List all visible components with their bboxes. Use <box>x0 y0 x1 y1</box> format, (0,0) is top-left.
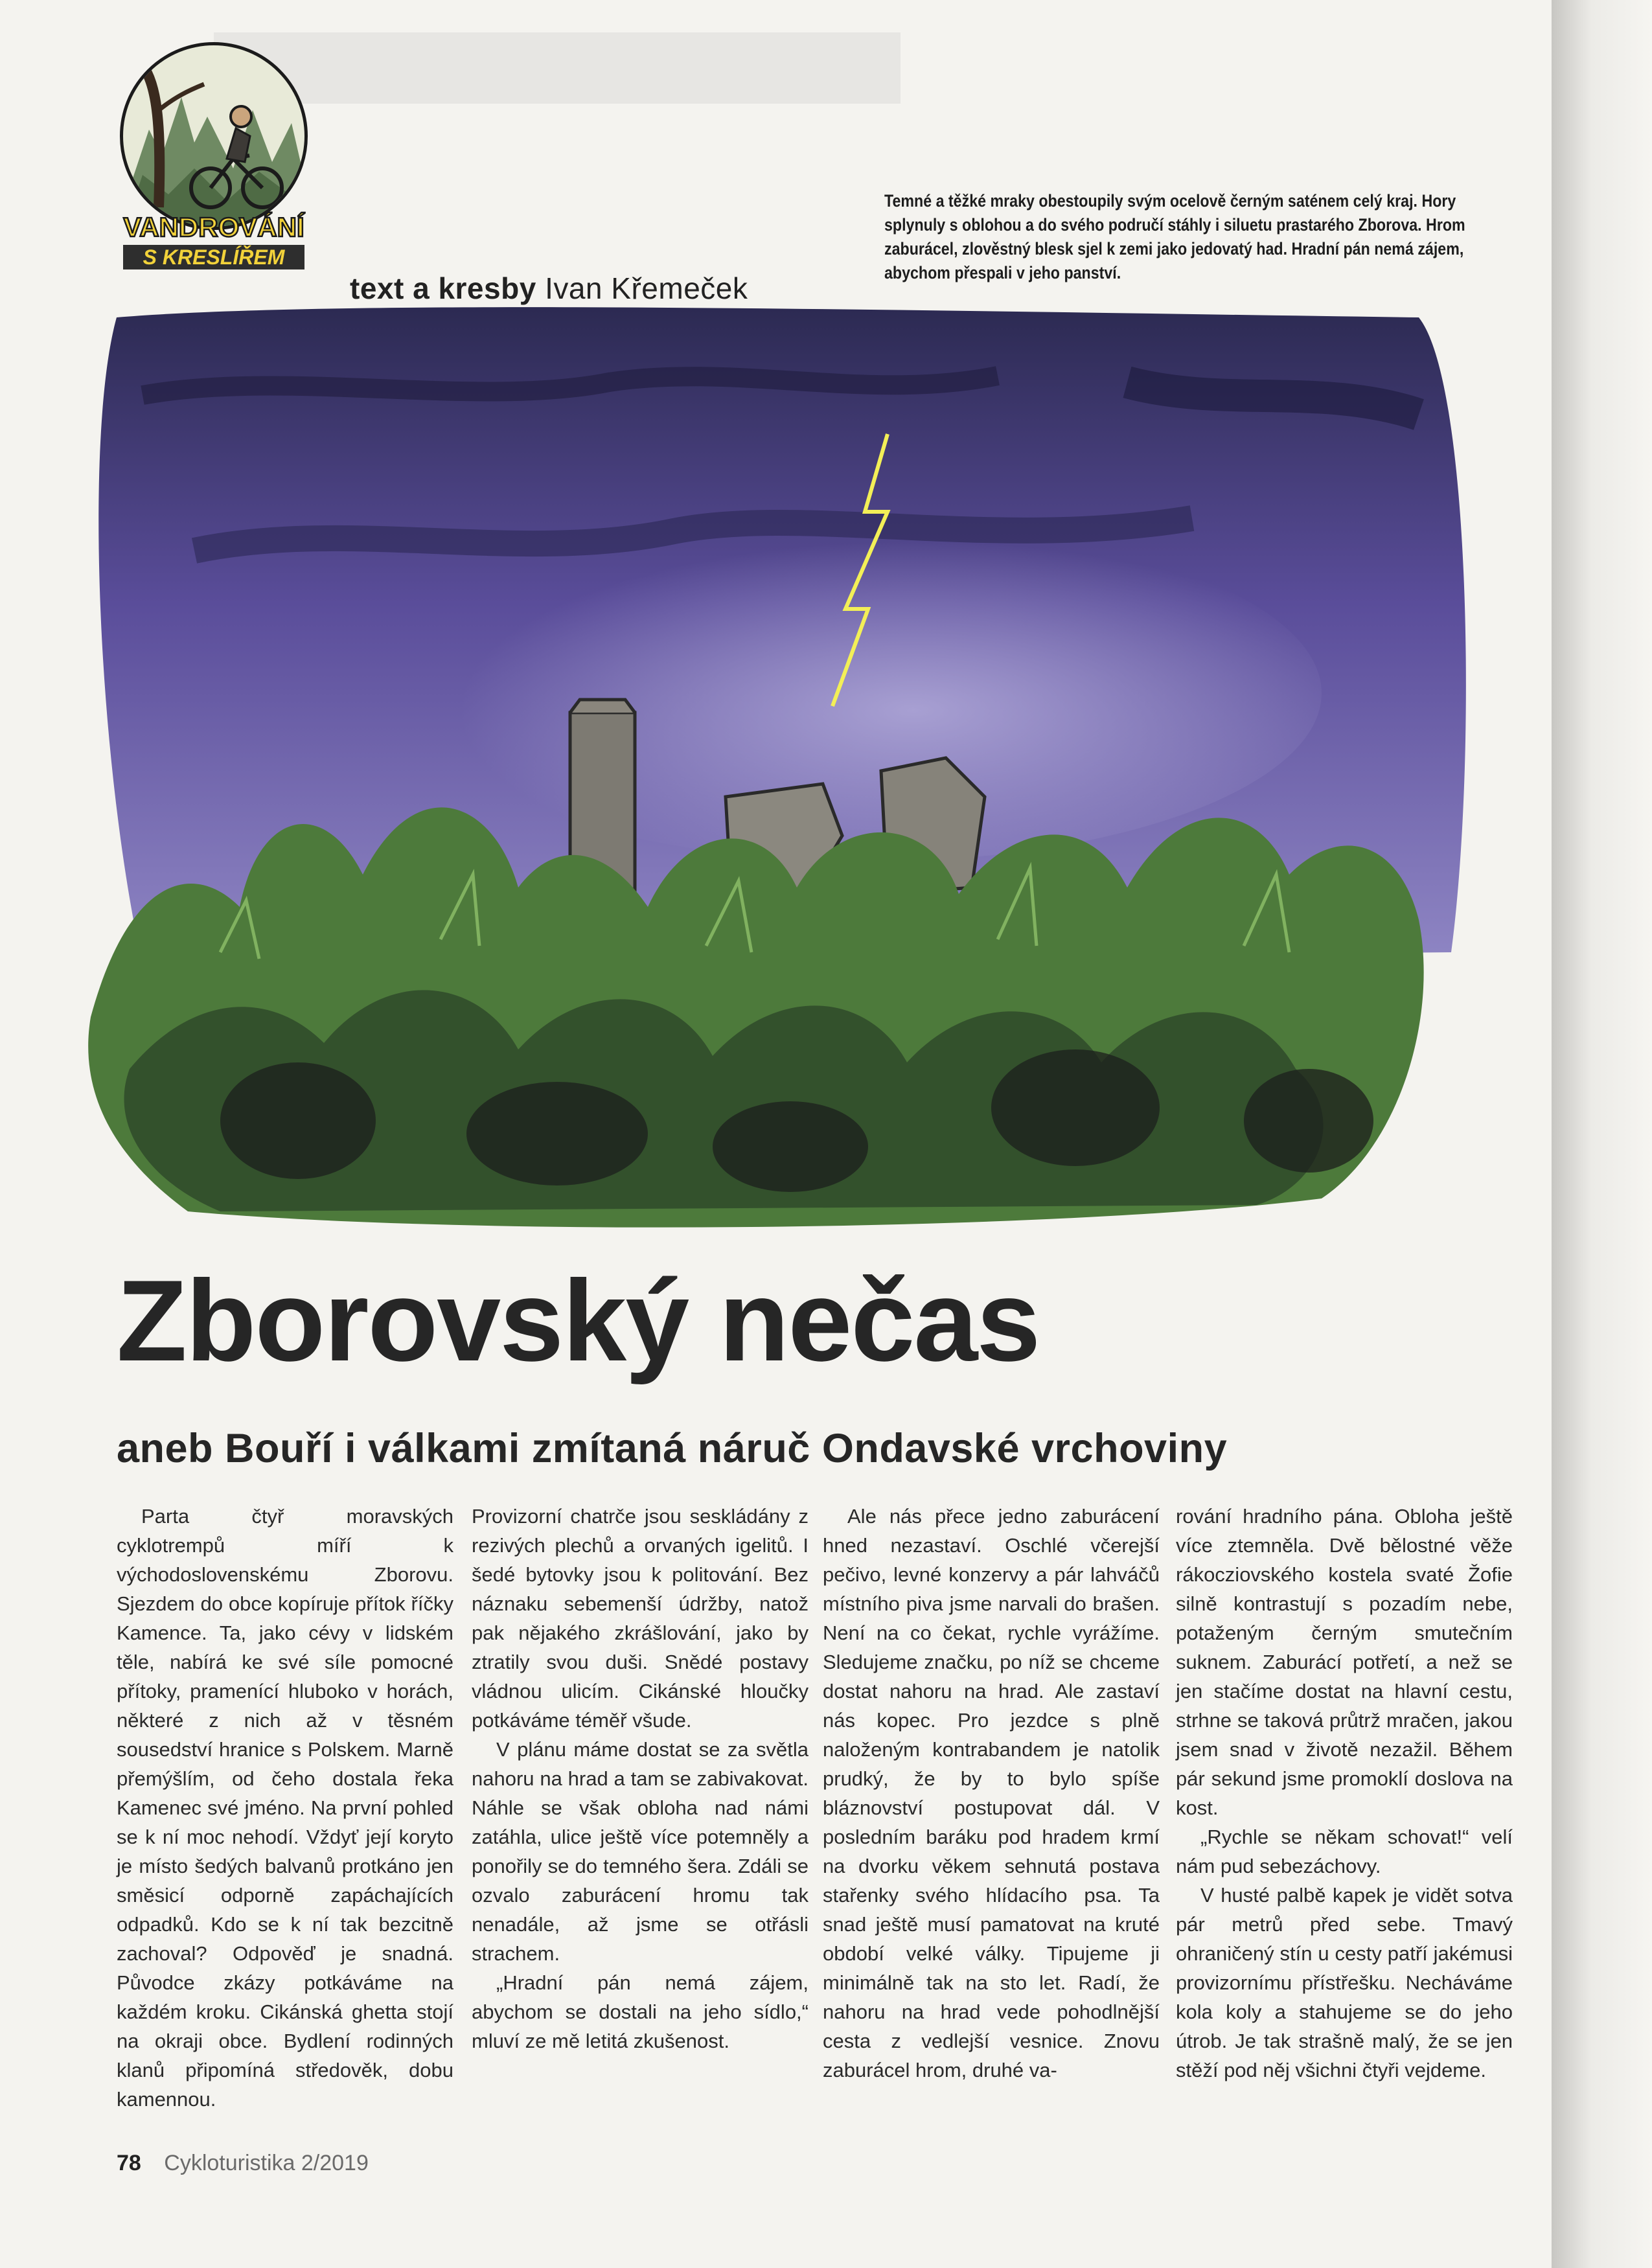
text-column-3 <box>823 1502 1160 2085</box>
paragraph: Ale nás přece jedno zaburácení hned nezastaví. Oschlé včerejší pečivo, levné konzervy a pár lahváčů místního piva jsme narvali do brašen. Není na co čekat, rychle vyrážíme. Sledujeme značku, po níž se chceme dostat nahoru na hrad. Ale zastaví nás kopec. Pro jezdce s plně naloženým kontrabandem je natolik prudký, že by to bylo spíše bláznovství postupovat dál. V posledním baráku pod hradem krmí na dvorku věkem sehnutá postava stařenky svého hlídacího psa. Ta snad ještě musí pamatovat na kruté období velké války. Tipujeme ji minimálně tak na sto let. Radí, že nahoru na hrad vede pohodlnější cesta z vedlejší vesnice. Znovu zaburácel hrom, druhé va- <box>823 1505 1160 2081</box>
article-subtitle: aneb Bouří i válkami zmítaná náruč Ondavské vrchoviny <box>117 1426 1228 1471</box>
page-footer <box>117 2151 369 2176</box>
badge-subtitle: S KRESLÍŘEM <box>143 246 285 269</box>
badge-title: VANDROVÁNÍ <box>123 212 304 242</box>
page-gutter <box>1552 0 1652 2268</box>
paragraph: rování hradního pána. Obloha ještě více ztemněla. Dvě bělostné věže rákocziovského kostela svaté Žofie silně kontrastují s pozadím nebe, potaženým černým smutečním suknem. Zaburácí potřetí, a než se jen stačíme dostat na hlavní cestu, strhne se taková průtrž mračen, jakou jsem snad v životě nezažil. Během pár sekund jsme promoklí doslova na kost. <box>1176 1505 1513 1819</box>
paragraph: Parta čtyř moravských cyklotrempů míří k východoslovenskému Zborovu. Sjezdem do obce kopíruje přítok říčky Kamence. Ta, jako cévy v lidském těle, nabírá ke své síle pomocné přítoky, pramenící hluboko v horách, některé z nich až v těsném sousedství hranice s Polskem. Marně přemýšlím, od čeho dostala řeka Kamenec své jméno. Na první pohled se k ní moc nehodí. Vždyť její koryto je místo šedých balvanů protkáno jen směsicí odporně zapáchajících odpadků. Kdo se k ní tak bezcitně zachoval? Odpověď je snadná. Původce zkázy potkáváme na každém kroku. Cikánská ghetta stojí na okraji obce. Bydlení rodinných klanů připomíná středověk, dobu kamennou. <box>117 1505 453 2111</box>
text-column-1 <box>117 1502 453 2114</box>
author-credit <box>350 271 748 306</box>
paragraph: V plánu máme dostat se za světla nahoru na hrad a tam se zabivakovat. Náhle se však obloha nad námi zatáhla, ulice ještě více potemněly a ponořily se do temného šera. Zdáli se ozvalo zaburácení hromu tak nenadále, až jsme se otřásli strachem. <box>472 1738 809 1965</box>
paragraph: „Hradní pán nemá zájem, abychom se dostali na jeho sídlo,“ mluví ze mě letitá zkušenost. <box>472 1971 809 2052</box>
intro-paragraph: Temné a těžké mraky obestoupily svým ocelově černým saténem celý kraj. Hory splynuly s oblohou a do svého područí stáhly i siluetu prastarého Zborova. Hrom zaburácel, zlověstný blesk sjel k zemi jako jedovatý had. Hradní pán nemá zájem, abychom přespali v jeho panství. <box>884 191 1465 282</box>
paragraph: Provizorní chatrče jsou seskládány z rezivých plechů a orvaných igelitů. I šedé bytovky jsou k politování. Bez náznaku sebemenší údržby, natož pak nějakého zkrášlování, jako by ztratily svou duši. Snědé postavy vládnou ulicím. Cikánské hloučky potkáváme téměř všude. <box>472 1505 809 1732</box>
article-title: Zborovský nečas <box>117 1256 1040 1385</box>
page-number: 78 <box>117 2151 141 2175</box>
magazine-issue: Cykloturistika 2/2019 <box>164 2151 369 2175</box>
storm-castle-illustration <box>26 304 1484 1250</box>
text-column-4 <box>1176 1502 1513 2085</box>
paragraph: V husté palbě kapek je vidět sotva pár metrů před sebe. Tmavý ohraničený stín u cesty patří jakémusi provizornímu přístřešku. Necháváme kola koly a stahujeme se do jeho útrob. Je tak strašně malý, že se jen stěží pod něj všichni čtyři vejdeme. <box>1176 1884 1513 2081</box>
credit-prefix: text a kresby <box>350 271 536 305</box>
series-badge-logo <box>97 39 330 272</box>
text-column-2 <box>472 1502 809 2056</box>
credit-author: Ivan Křemeček <box>545 271 748 305</box>
paragraph: „Rychle se někam schovat!“ velí nám pud sebezáchovy. <box>1176 1826 1513 1877</box>
